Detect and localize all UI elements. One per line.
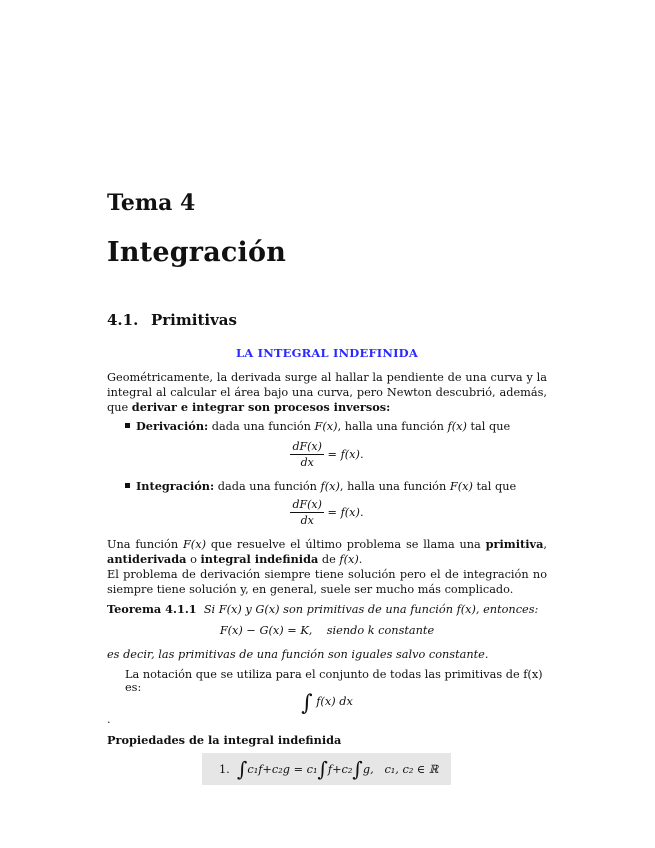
- bullet-integracion: [125, 479, 547, 494]
- definition-text: o: [186, 553, 201, 566]
- bullet-marker: [125, 423, 130, 428]
- chapter-title: Integración: [107, 237, 287, 268]
- section-title: Primitivas: [151, 311, 237, 329]
- fraction-denominator: dx: [300, 514, 314, 527]
- integrand: f(x) dx: [316, 695, 353, 708]
- bullet-text: , halla una función: [337, 420, 448, 433]
- math-sought: f(x): [447, 420, 467, 433]
- term-integral-indefinida: integral indefinida: [200, 552, 319, 566]
- section-number: 4.1.: [107, 311, 139, 329]
- equation-rhs: = f(x).: [327, 506, 364, 519]
- math: F(x): [182, 538, 206, 551]
- equation-rhs: = f(x).: [327, 448, 364, 461]
- bullet-text: tal que: [466, 420, 511, 433]
- integral-sign-icon: ∫: [301, 691, 313, 716]
- equation-derivative: [107, 441, 547, 469]
- intro-text: Geométricamente, la derivada surge al hallar la pendiente de una curva y la integral al calcular el área bajo una curva, pero Newton descubrió, además, que: [107, 371, 547, 414]
- definition-text: que resuelve el último problema se llama una: [205, 538, 486, 551]
- bullet-text: , halla una función: [339, 480, 450, 493]
- bullet-text: dada una función: [208, 420, 315, 433]
- fraction-numerator: dF(x): [292, 498, 322, 511]
- section-heading: [107, 311, 237, 329]
- theorem-label: Teorema 4.1.1: [107, 602, 197, 616]
- chapter-number: Tema 4: [107, 190, 196, 216]
- definition-paragraph: [107, 537, 547, 597]
- property-box: [202, 753, 451, 785]
- property-condition: c₁, c₂ ∈ ℝ: [384, 762, 439, 776]
- definition-text: .: [358, 553, 363, 566]
- integral-notation: [107, 691, 547, 716]
- properties-heading: Propiedades de la integral indefinida: [107, 733, 342, 747]
- integral-sign-icon: ∫: [317, 757, 328, 781]
- property-lhs: c₁f+c₂g = c₁: [247, 762, 318, 776]
- term-primitiva: primitiva: [485, 537, 544, 551]
- fraction-denominator: dx: [300, 456, 314, 469]
- subheading: LA INTEGRAL INDEFINIDA: [236, 346, 418, 360]
- bullet-marker: [125, 483, 130, 488]
- theorem-equation-note: siendo k constante: [326, 624, 435, 637]
- theorem-equation-main: F(x) − G(x) = K,: [219, 624, 313, 637]
- bullet-text: dada una función: [214, 480, 321, 493]
- equation-integral: [107, 499, 547, 527]
- definition-text: ,: [543, 538, 547, 551]
- theorem-equation: [107, 624, 547, 637]
- fraction: [290, 441, 323, 469]
- math-sought: F(x): [449, 480, 473, 493]
- property-end: g,: [362, 762, 374, 776]
- definition-line-2: El problema de derivación siempre tiene solución pero el de integración no siempre tiene solución y, en general, suele ser mucho más complicado.: [107, 568, 547, 596]
- theorem: [107, 602, 547, 617]
- bullet-label: Derivación:: [136, 419, 209, 433]
- intro-bold: derivar e integrar son procesos inversos:: [131, 400, 391, 414]
- property-mid: f+c₂: [327, 762, 353, 776]
- theorem-conclusion: es decir, las primitivas de una función son iguales salvo constante.: [107, 648, 489, 661]
- notation-text: La notación que se utiliza para el conjunto de todas las primitivas de f(x) es:: [125, 668, 543, 694]
- math-given: F(x): [314, 420, 338, 433]
- bullet-label: Integración:: [136, 479, 215, 493]
- dot-mark: .: [107, 713, 111, 726]
- intro-paragraph: [107, 370, 547, 415]
- definition-text: de: [318, 553, 340, 566]
- theorem-statement: Si F(x) y G(x) son primitivas de una función f(x), entonces:: [203, 603, 539, 616]
- bullet-derivacion: [125, 419, 547, 434]
- property-number: 1.: [219, 762, 230, 776]
- integral-sign-icon: ∫: [352, 757, 363, 781]
- fraction-numerator: dF(x): [292, 440, 322, 453]
- math: f(x): [339, 553, 359, 566]
- term-antiderivada: antiderivada: [107, 552, 187, 566]
- bullet-text: tal que: [472, 480, 517, 493]
- integral-sign-icon: ∫: [236, 757, 248, 781]
- fraction: [290, 499, 323, 527]
- math-given: f(x): [320, 480, 340, 493]
- definition-text: Una función: [107, 538, 183, 551]
